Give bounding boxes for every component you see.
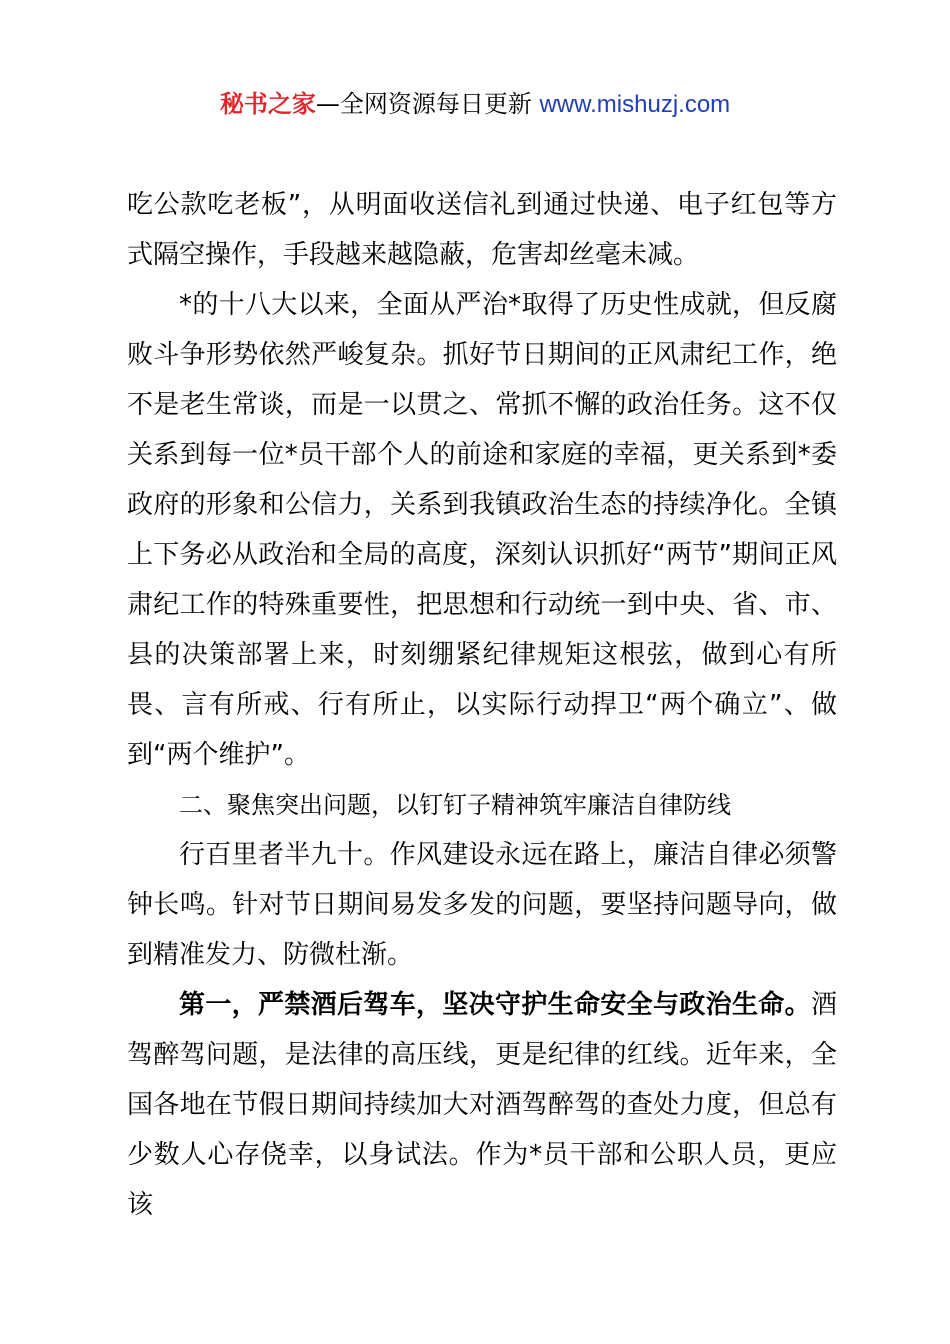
paragraph-1: 吃公款吃老板”，从明面收送信礼到通过快递、电子红包等方式隔空操作，手段越来越隐蔽，危害却丝毫未减。 [127,190,837,270]
header-tagline: —全网资源每日更新 [315,90,540,118]
brand-name: 秘书之家 [219,90,316,118]
document-body [127,180,837,1230]
section-heading-2: 二、聚焦突出问题，以钉钉子精神筑牢廉洁自律防线 [179,791,731,819]
paragraph-3: 行百里者半九十。作风建设永远在路上，廉洁自律必须警钟长鸣。针对节日期间易发多发的问题，要坚持问题导向，做到精准发力、防微杜渐。 [127,840,837,970]
paragraph-2: *的十八大以来，全面从严治*取得了历史性成就，但反腐败斗争形势依然严峻复杂。抓好节日期间的正风肃纪工作，绝不是老生常谈，而是一以贯之、常抓不懈的政治任务。这不仅关系到每一位*员干部个人的前途和家庭的幸福，更关系到*委政府的形象和公信力，关系到我镇政治生态的持续净化。全镇上下务必从政治和全局的高度，深刻认识抓好“两节”期间正风肃纪工作的特殊重要性，把思想和行动统一到中央、省、市、县的决策部署上来，时刻绷紧纪律规矩这根弦，做到心有所畏、言有所戒、行有所止，以实际行动捍卫“两个确立”、做到“两个维护”。 [127,290,837,770]
site-url-link[interactable]: www.mishuzj.com [539,91,731,118]
paragraph-4 [127,980,837,1230]
paragraph-4-lead: 第一，严禁酒后驾车，坚决守护生命安全与政治生命。 [179,990,811,1020]
paragraph-4-text: 酒驾醉驾问题，是法律的高压线，更是纪律的红线。近年来，全国各地在节假日期间持续加大对酒驾醉驾的查处力度，但总有少数人心存侥幸，以身试法。作为*员干部和公职人员，更应该 [127,990,837,1220]
page-header [0,86,950,123]
